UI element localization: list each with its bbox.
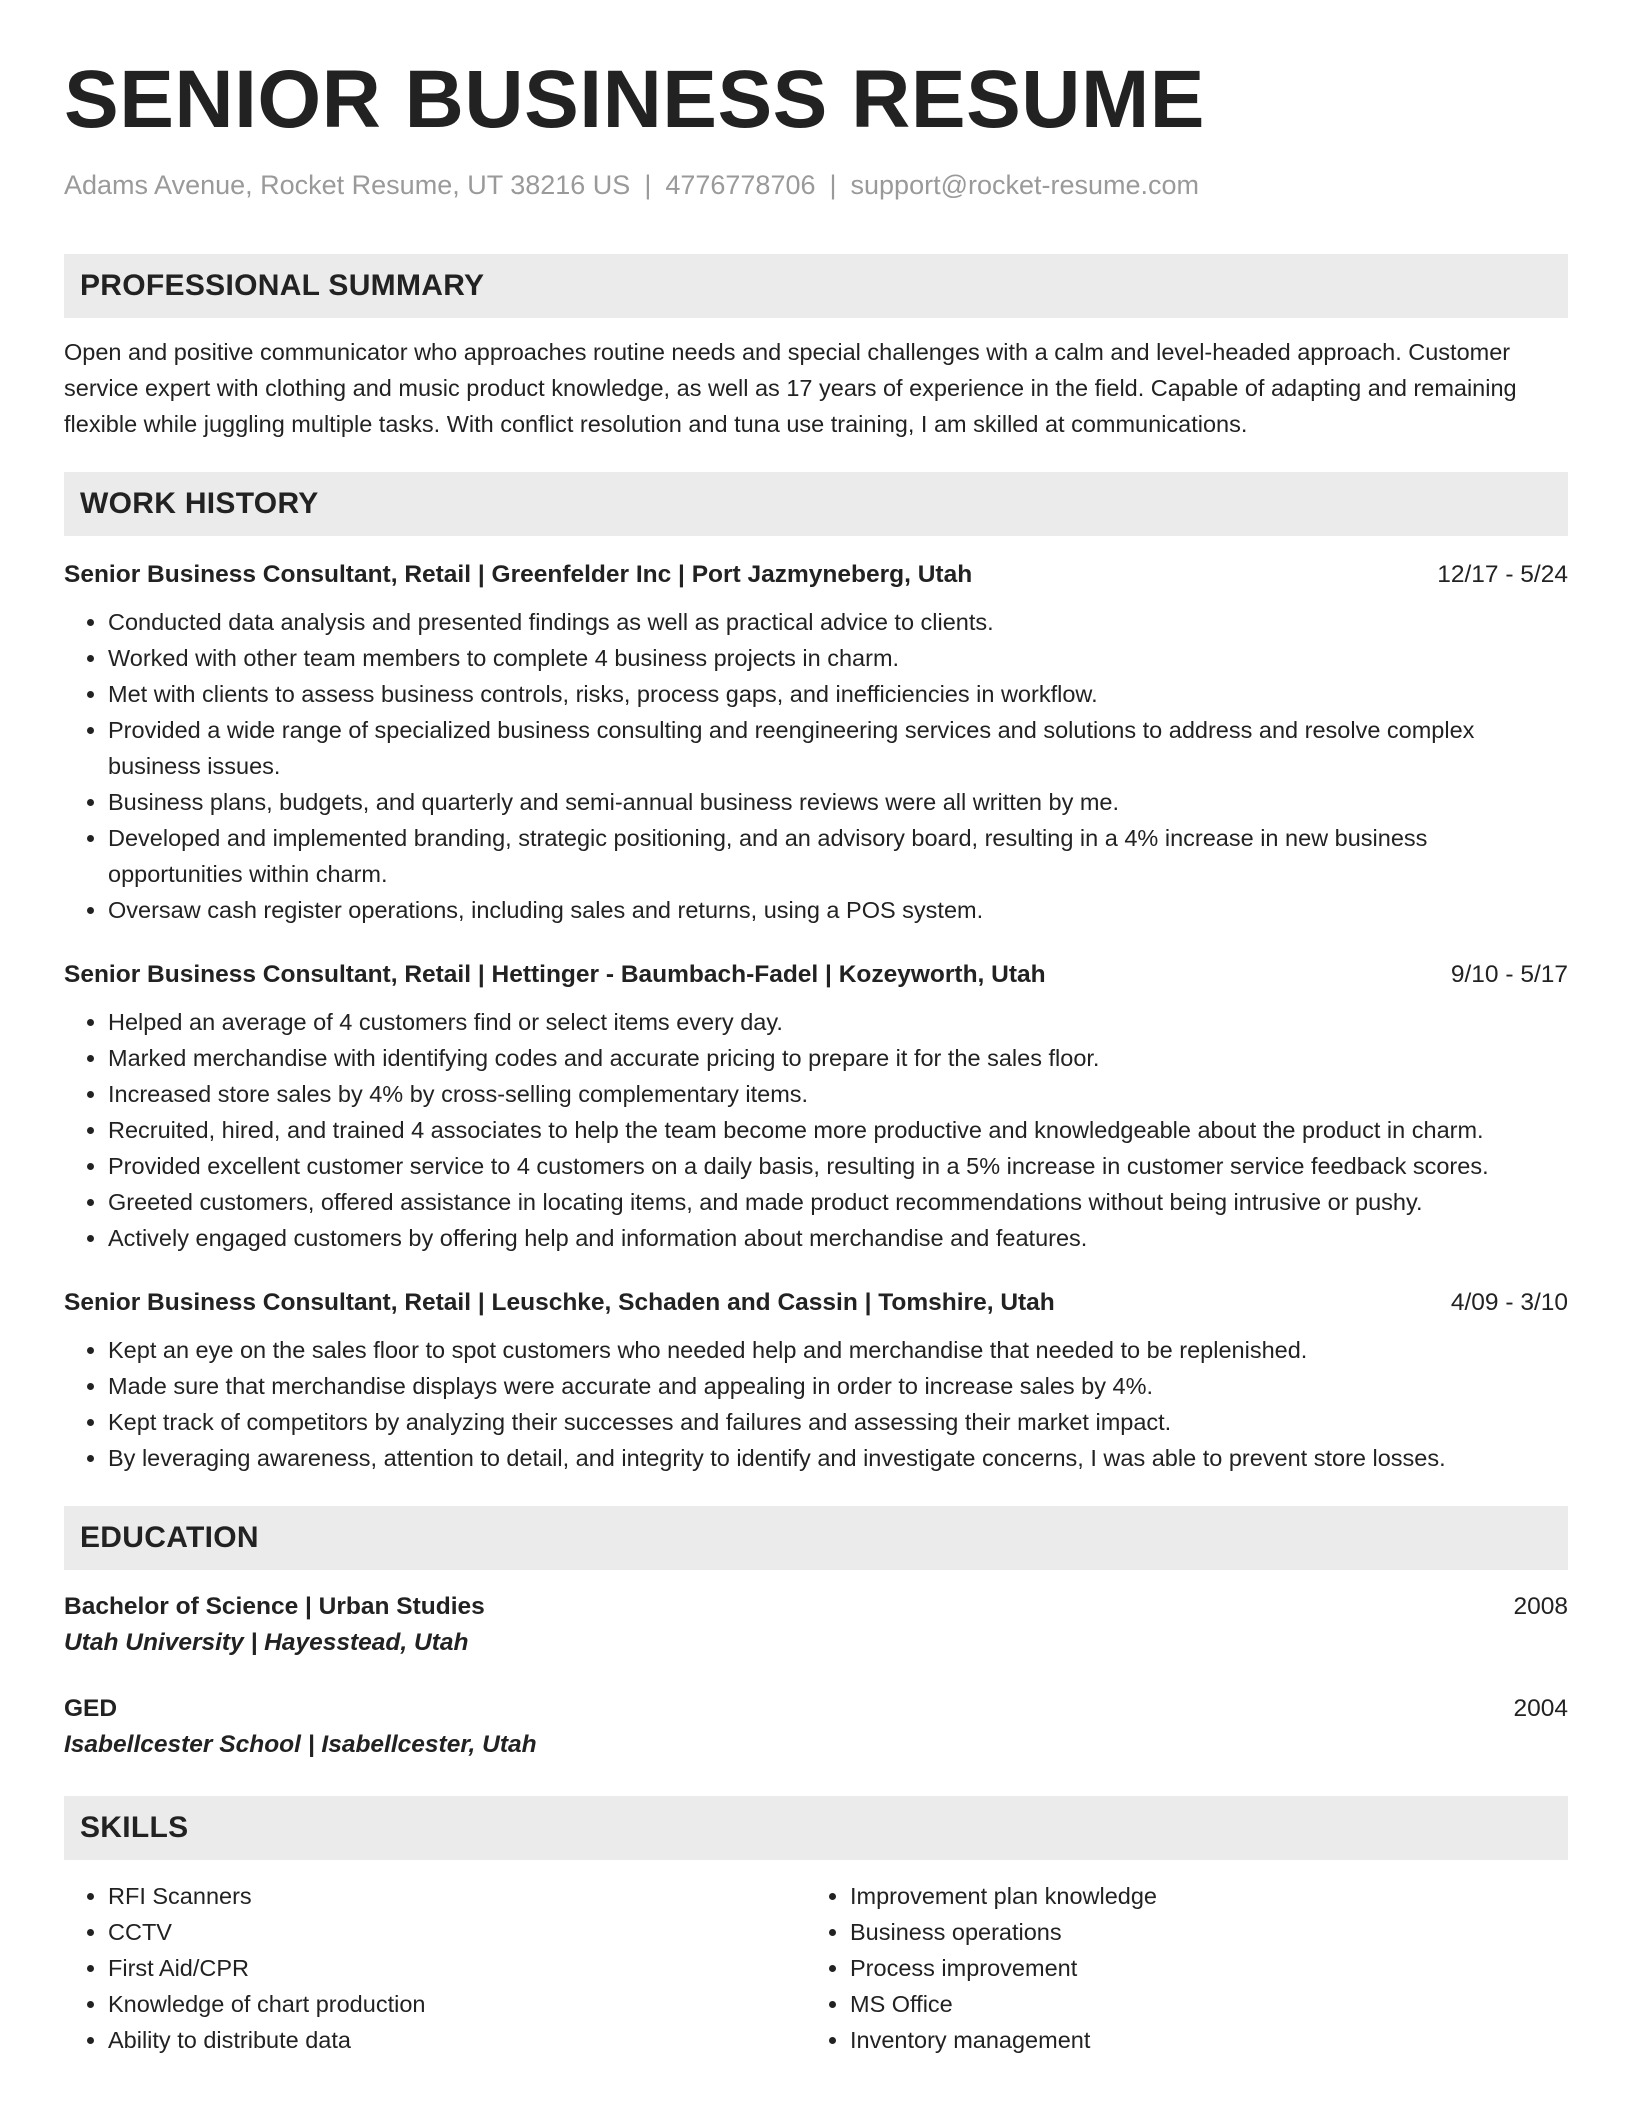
job-dates: 9/10 - 5/17 [1450, 961, 1568, 988]
education-entry [64, 1590, 1568, 1662]
education-heading-row [64, 1692, 1568, 1726]
education-school: Utah University | Hayesstead, Utah [64, 1629, 469, 1656]
education-school: Isabellcester School | Isabellcester, Utah [64, 1731, 537, 1758]
job-heading-row [64, 558, 1568, 592]
contact-email: support@rocket-resume.com [850, 170, 1200, 200]
job-bullet: • Kept an eye on the sales floor to spot customers who needed help and merchandise that needed to be replenished. [108, 1332, 1568, 1368]
job-bullet: • Business plans, budgets, and quarterly and semi-annual business reviews were all written by me. [108, 784, 1568, 820]
job-bullet: • Recruited, hired, and trained 4 associates to help the team become more productive and knowledgeable about the product in charm. [108, 1112, 1568, 1148]
job-title: Senior Business Consultant, Retail | Greenfelder Inc | Port Jazmyneberg, Utah [64, 561, 973, 588]
contact-line [64, 168, 1568, 202]
skill-item: • CCTV [108, 1914, 806, 1950]
job-bullet-list [64, 604, 1568, 928]
job-bullet: • Actively engaged customers by offering help and information about merchandise and features. [108, 1220, 1568, 1256]
skill-item: • Ability to distribute data [108, 2022, 806, 2058]
section-header-skills: SKILLS [64, 1796, 1568, 1860]
summary-text: Open and positive communicator who approaches routine needs and special challenges with a calm and level-headed approach. Customer service expert with clothing and music product knowledge, as well as 17 years of experience in the field. Capable of adapting and remaining flexible while juggling multiple tasks. With conflict resolution and tuna use training, I am skilled at communications. [64, 339, 1517, 437]
contact-phone: 4776778706 [665, 170, 816, 200]
job-bullet: • Developed and implemented branding, strategic positioning, and an advisory board, resulting in a 4% increase in new business opportunities within charm. [108, 820, 1568, 892]
job-heading-row [64, 1286, 1568, 1320]
education-year: 2004 [1513, 1695, 1568, 1722]
job-bullet-list [64, 1332, 1568, 1476]
contact-address: Adams Avenue, Rocket Resume, UT 38216 US [64, 170, 631, 200]
job-bullet: • Helped an average of 4 customers find or select items every day. [108, 1004, 1568, 1040]
job-dates: 12/17 - 5/24 [1437, 561, 1568, 588]
skill-item: • Business operations [850, 1914, 1568, 1950]
skill-item: • RFI Scanners [108, 1878, 806, 1914]
job-entry [64, 958, 1568, 1256]
contact-separator: | [644, 170, 652, 200]
job-dates: 4/09 - 3/10 [1450, 1289, 1568, 1316]
job-bullet: • By leveraging awareness, attention to detail, and integrity to identify and investigate concerns, I was able to prevent store losses. [108, 1440, 1568, 1476]
job-bullet: • Conducted data analysis and presented findings as well as practical advice to clients. [108, 604, 1568, 640]
job-bullet: • Met with clients to assess business controls, risks, process gaps, and inefficiencies in workflow. [108, 676, 1568, 712]
section-header-work-history: WORK HISTORY [64, 472, 1568, 536]
skills-columns [64, 1878, 1568, 2058]
education-entry [64, 1692, 1568, 1764]
section-header-education: EDUCATION [64, 1506, 1568, 1570]
job-heading-row [64, 958, 1568, 992]
job-entry [64, 558, 1568, 928]
skill-item: • Knowledge of chart production [108, 1986, 806, 2022]
skill-item: • MS Office [850, 1986, 1568, 2022]
section-header-summary: PROFESSIONAL SUMMARY [64, 254, 1568, 318]
job-bullet: • Kept track of competitors by analyzing their successes and failures and assessing their market impact. [108, 1404, 1568, 1440]
education-heading-row [64, 1590, 1568, 1624]
skill-item: • Improvement plan knowledge [850, 1878, 1568, 1914]
job-title: Senior Business Consultant, Retail | Hettinger - Baumbach-Fadel | Kozeyworth, Utah [64, 961, 1046, 988]
education-degree: GED [64, 1695, 118, 1722]
job-bullet: • Marked merchandise with identifying codes and accurate pricing to prepare it for the sales floor. [108, 1040, 1568, 1076]
job-bullet: • Increased store sales by 4% by cross-selling complementary items. [108, 1076, 1568, 1112]
job-bullet: • Oversaw cash register operations, including sales and returns, using a POS system. [108, 892, 1568, 928]
skills-list-right [806, 1878, 1568, 2058]
job-entry [64, 1286, 1568, 1476]
job-bullet-list [64, 1004, 1568, 1256]
skill-item: • First Aid/CPR [108, 1950, 806, 1986]
job-title: Senior Business Consultant, Retail | Leuschke, Schaden and Cassin | Tomshire, Utah [64, 1289, 1055, 1316]
contact-separator: | [829, 170, 837, 200]
skills-list-left [64, 1878, 806, 2058]
job-bullet: • Provided a wide range of specialized business consulting and reengineering services and solutions to address and resolve complex business issues. [108, 712, 1568, 784]
job-bullet: • Made sure that merchandise displays were accurate and appealing in order to increase sales by 4%. [108, 1368, 1568, 1404]
job-bullet: • Worked with other team members to complete 4 business projects in charm. [108, 640, 1568, 676]
education-degree: Bachelor of Science | Urban Studies [64, 1593, 485, 1620]
job-bullet: • Provided excellent customer service to 4 customers on a daily basis, resulting in a 5% increase in customer service feedback scores. [108, 1148, 1568, 1184]
skill-item: • Process improvement [850, 1950, 1568, 1986]
job-bullet: • Greeted customers, offered assistance in locating items, and made product recommendations without being intrusive or pushy. [108, 1184, 1568, 1220]
skill-item: • Inventory management [850, 2022, 1568, 2058]
education-year: 2008 [1513, 1593, 1568, 1620]
resume-name: SENIOR BUSINESS RESUME [64, 54, 1205, 145]
